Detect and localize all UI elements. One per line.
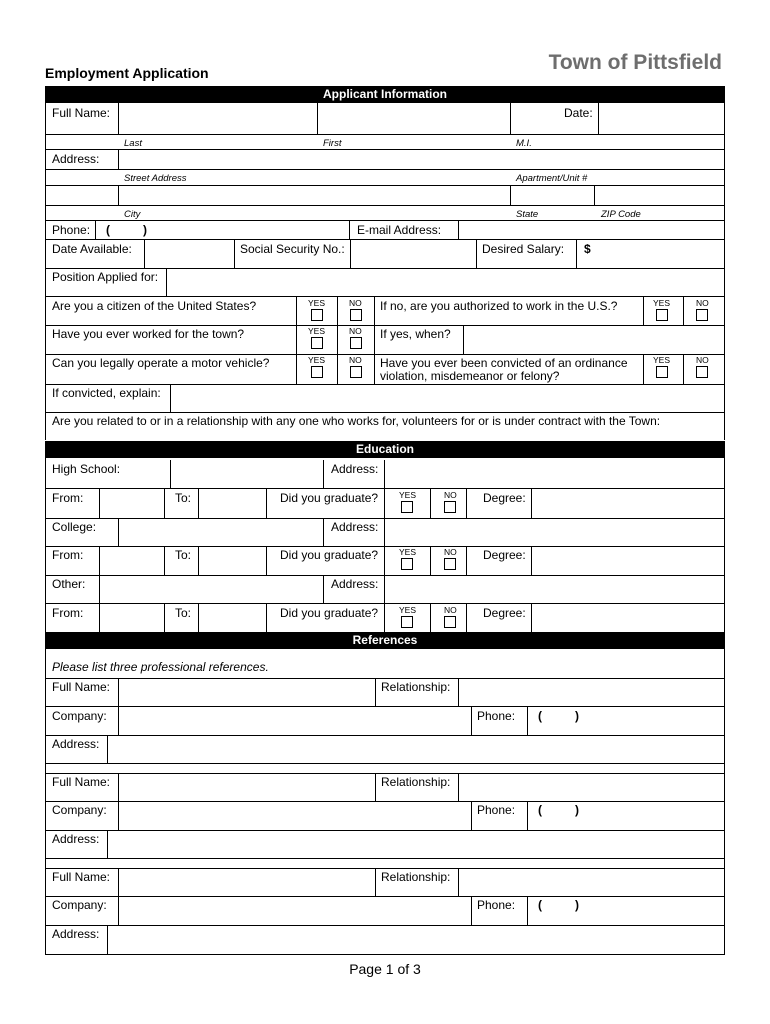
high-school-label: High School: xyxy=(52,462,121,476)
phone-paren-close: ) xyxy=(143,223,147,237)
divider xyxy=(375,678,376,706)
ref3-company-field[interactable] xyxy=(119,897,470,925)
convicted-yes-label: YES xyxy=(653,355,671,365)
other-from-label: From: xyxy=(52,606,84,620)
education-section-header: Education xyxy=(45,441,725,458)
other-to-label: To: xyxy=(175,606,192,620)
date-label: Date: xyxy=(564,106,593,120)
hs-to-label: To: xyxy=(175,491,192,505)
divider xyxy=(323,575,324,603)
divider xyxy=(323,518,324,546)
first-name-caption: First xyxy=(323,138,342,149)
related-answer-field[interactable] xyxy=(46,428,723,440)
date-available-field[interactable] xyxy=(145,240,233,268)
city-field[interactable] xyxy=(119,186,509,205)
college-from-field[interactable] xyxy=(100,547,163,575)
ref3-relationship-label: Relationship: xyxy=(381,870,451,884)
ref2-phone-field[interactable] xyxy=(528,802,723,830)
college-from-label: From: xyxy=(52,548,84,562)
divider xyxy=(349,220,350,239)
divider xyxy=(266,603,267,632)
divider xyxy=(683,296,684,325)
divider xyxy=(164,603,165,632)
if-yes-when-label: If yes, when? xyxy=(380,327,451,341)
if-convicted-label: If convicted, explain: xyxy=(52,386,161,400)
vehicle-no-checkbox[interactable] xyxy=(350,366,362,378)
high-school-address-field[interactable] xyxy=(385,461,723,488)
hs-from-label: From: xyxy=(52,491,84,505)
ref3-address-field[interactable] xyxy=(108,926,723,954)
divider xyxy=(466,546,467,575)
divider xyxy=(430,546,431,575)
phone-field[interactable] xyxy=(96,221,348,239)
college-graduate-label: Did you graduate? xyxy=(280,548,379,562)
other-from-field[interactable] xyxy=(100,604,163,632)
divider xyxy=(337,296,338,384)
divider xyxy=(476,239,477,268)
vehicle-yes-label: YES xyxy=(308,355,326,365)
high-school-field[interactable] xyxy=(171,461,322,488)
worked-yes-label: YES xyxy=(308,326,326,336)
hs-degree-label: Degree: xyxy=(483,491,526,505)
convicted-no-label: NO xyxy=(696,355,709,365)
email-field[interactable] xyxy=(459,221,723,239)
other-degree-label: Degree: xyxy=(483,606,526,620)
ref1-phone-field[interactable] xyxy=(528,707,723,735)
ref1-address-label: Address: xyxy=(52,737,100,751)
ref2-address-field[interactable] xyxy=(108,831,723,858)
authorized-yes-label: YES xyxy=(653,298,671,308)
hs-yes-label: YES xyxy=(399,490,417,500)
divider xyxy=(266,488,267,518)
ref2-full-name-label: Full Name: xyxy=(52,775,111,789)
divider xyxy=(384,603,385,632)
references-section-header: References xyxy=(45,632,725,649)
divider xyxy=(430,603,431,632)
convicted-no-checkbox[interactable] xyxy=(696,366,708,378)
vehicle-question: Can you legally operate a motor vehicle? xyxy=(52,356,270,370)
other-school-label: Other: xyxy=(52,577,86,591)
divider xyxy=(164,546,165,575)
other-graduate-no-checkbox[interactable] xyxy=(444,616,456,628)
hs-graduate-no-checkbox[interactable] xyxy=(444,501,456,513)
divider xyxy=(384,546,385,575)
ref1-company-field[interactable] xyxy=(119,707,470,735)
row-line xyxy=(45,412,725,413)
full-name-label: Full Name: xyxy=(52,106,111,120)
form-heading: Employment Application xyxy=(45,65,209,81)
mi-caption: M.I. xyxy=(516,138,532,149)
org-title: Town of Pittsfield xyxy=(548,51,722,74)
row-line xyxy=(45,763,725,764)
high-school-address-label: Address: xyxy=(331,462,379,476)
date-available-label: Date Available: xyxy=(52,242,132,256)
college-field[interactable] xyxy=(119,519,322,546)
ref2-relationship-field[interactable] xyxy=(459,774,723,801)
ref1-full-name-field[interactable] xyxy=(119,679,374,706)
ref1-address-field[interactable] xyxy=(108,736,723,763)
frame-left xyxy=(45,458,46,632)
divider xyxy=(643,354,644,384)
ref1-phone-paren-close: ) xyxy=(575,709,579,723)
worked-no-checkbox[interactable] xyxy=(350,337,362,349)
divider xyxy=(323,460,324,488)
frame-right xyxy=(724,458,725,632)
divider xyxy=(164,488,165,518)
row-line xyxy=(45,134,725,135)
college-graduate-yes-checkbox[interactable] xyxy=(401,558,413,570)
address-label: Address: xyxy=(52,152,100,166)
ssn-label: Social Security No.: xyxy=(240,242,345,256)
worked-no-label: NO xyxy=(349,326,362,336)
citizen-no-checkbox[interactable] xyxy=(350,309,362,321)
divider xyxy=(296,296,297,384)
college-to-label: To: xyxy=(175,548,192,562)
hs-graduate-label: Did you graduate? xyxy=(280,491,379,505)
worked-yes-checkbox[interactable] xyxy=(311,337,323,349)
row-line xyxy=(45,169,725,170)
authorized-no-checkbox[interactable] xyxy=(696,309,708,321)
divider xyxy=(384,488,385,518)
street-caption: Street Address xyxy=(124,173,187,184)
other-school-field[interactable] xyxy=(100,576,322,603)
ref1-phone-paren-open: ( xyxy=(538,709,542,723)
other-no-label: NO xyxy=(444,605,457,615)
frame-right xyxy=(724,103,725,440)
hs-no-label: NO xyxy=(444,490,457,500)
other-address-field[interactable] xyxy=(385,576,723,603)
hs-graduate-yes-checkbox[interactable] xyxy=(401,501,413,513)
divider xyxy=(374,296,375,384)
position-label: Position Applied for: xyxy=(52,270,159,284)
ref2-company-field[interactable] xyxy=(119,802,470,830)
page-number: Page 1 of 3 xyxy=(349,961,421,977)
ref3-phone-paren-open: ( xyxy=(538,898,542,912)
phone-label: Phone: xyxy=(52,223,91,237)
row-line xyxy=(45,296,725,297)
other-degree-field[interactable] xyxy=(532,604,723,632)
ref3-address-label: Address: xyxy=(52,927,100,941)
authorized-yes-checkbox[interactable] xyxy=(656,309,668,321)
ref1-relationship-field[interactable] xyxy=(459,679,723,706)
other-address-label: Address: xyxy=(331,577,379,591)
divider xyxy=(471,801,472,830)
row-line xyxy=(45,205,725,206)
divider xyxy=(466,488,467,518)
college-address-label: Address: xyxy=(331,520,379,534)
other-yes-label: YES xyxy=(399,605,417,615)
frame-left xyxy=(45,103,46,440)
divider xyxy=(317,103,318,134)
row-line xyxy=(45,354,725,355)
convicted-explain-field[interactable] xyxy=(171,385,723,412)
zip-caption: ZIP Code xyxy=(601,209,641,220)
zip-field[interactable] xyxy=(595,186,723,205)
ref3-full-name-label: Full Name: xyxy=(52,870,111,884)
ref1-phone-label: Phone: xyxy=(477,709,516,723)
worked-when-field[interactable] xyxy=(464,326,723,354)
phone-paren-open: ( xyxy=(106,223,110,237)
ref2-full-name-field[interactable] xyxy=(119,774,374,801)
row-line xyxy=(45,954,725,955)
ref3-phone-label: Phone: xyxy=(477,898,516,912)
college-address-field[interactable] xyxy=(385,519,723,546)
ref2-phone-paren-open: ( xyxy=(538,803,542,817)
ref1-relationship-label: Relationship: xyxy=(381,680,451,694)
street-address-field[interactable] xyxy=(119,150,723,169)
ref1-company-label: Company: xyxy=(52,709,107,723)
college-no-label: NO xyxy=(444,547,457,557)
city-caption: City xyxy=(124,209,141,220)
state-caption: State xyxy=(516,209,539,220)
ref2-address-label: Address: xyxy=(52,832,100,846)
last-name-caption: Last xyxy=(124,138,142,149)
ref2-phone-label: Phone: xyxy=(477,803,516,817)
vehicle-yes-checkbox[interactable] xyxy=(311,366,323,378)
divider xyxy=(375,868,376,896)
state-field[interactable] xyxy=(511,186,593,205)
references-instructions: Please list three professional references. xyxy=(52,660,269,674)
ref3-phone-paren-close: ) xyxy=(575,898,579,912)
position-field[interactable] xyxy=(167,269,723,296)
authorized-question: If no, are you authorized to work in the U.S.? xyxy=(380,299,618,313)
full-name-last-field[interactable] xyxy=(118,104,510,134)
other-graduate-yes-checkbox[interactable] xyxy=(401,616,413,628)
divider xyxy=(375,773,376,801)
hs-from-field[interactable] xyxy=(100,489,163,518)
college-to-field[interactable] xyxy=(199,547,265,575)
divider xyxy=(430,488,431,518)
dollar-sign: $ xyxy=(584,242,591,256)
college-yes-label: YES xyxy=(399,547,417,557)
email-label: E-mail Address: xyxy=(357,223,442,237)
divider xyxy=(643,296,644,325)
related-question: Are you related to or in a relationship with any one who works for, volunteers for or is under contract with the Town: xyxy=(52,414,661,428)
ref1-full-name-label: Full Name: xyxy=(52,680,111,694)
divider xyxy=(683,354,684,384)
divider xyxy=(466,603,467,632)
vehicle-no-label: NO xyxy=(349,355,362,365)
row-line xyxy=(45,858,725,859)
ref3-phone-field[interactable] xyxy=(528,897,723,925)
citizen-yes-checkbox[interactable] xyxy=(311,309,323,321)
ref3-relationship-field[interactable] xyxy=(459,869,723,896)
ref3-full-name-field[interactable] xyxy=(119,869,374,896)
college-graduate-no-checkbox[interactable] xyxy=(444,558,456,570)
citizen-yes-label: YES xyxy=(308,298,326,308)
desired-salary-label: Desired Salary: xyxy=(482,242,565,256)
divider xyxy=(118,103,119,134)
authorized-no-label: NO xyxy=(696,298,709,308)
ref3-company-label: Company: xyxy=(52,898,107,912)
convicted-question-line1: Have you ever been convicted of an ordinance xyxy=(380,356,628,370)
divider xyxy=(471,896,472,925)
divider xyxy=(510,103,511,134)
hs-to-field[interactable] xyxy=(199,489,265,518)
citizen-no-label: NO xyxy=(349,298,362,308)
ssn-field[interactable] xyxy=(351,240,475,268)
date-field[interactable] xyxy=(599,104,723,134)
college-degree-field[interactable] xyxy=(532,547,723,575)
other-to-field[interactable] xyxy=(199,604,265,632)
worked-question: Have you ever worked for the town? xyxy=(52,327,245,341)
divider xyxy=(266,546,267,575)
desired-salary-field[interactable] xyxy=(577,240,723,268)
hs-degree-field[interactable] xyxy=(532,489,723,518)
ref2-phone-paren-close: ) xyxy=(575,803,579,817)
convicted-yes-checkbox[interactable] xyxy=(656,366,668,378)
divider xyxy=(471,706,472,735)
divider xyxy=(234,239,235,268)
college-label: College: xyxy=(52,520,97,534)
ref2-relationship-label: Relationship: xyxy=(381,775,451,789)
ref2-company-label: Company: xyxy=(52,803,107,817)
other-graduate-label: Did you graduate? xyxy=(280,606,379,620)
college-degree-label: Degree: xyxy=(483,548,526,562)
apt-caption: Apartment/Unit # xyxy=(516,173,588,184)
convicted-question-line2: violation, misdemeanor or felony? xyxy=(380,369,560,383)
citizen-question: Are you a citizen of the United States? xyxy=(52,299,257,313)
applicant-section-header: Applicant Information xyxy=(45,86,725,103)
